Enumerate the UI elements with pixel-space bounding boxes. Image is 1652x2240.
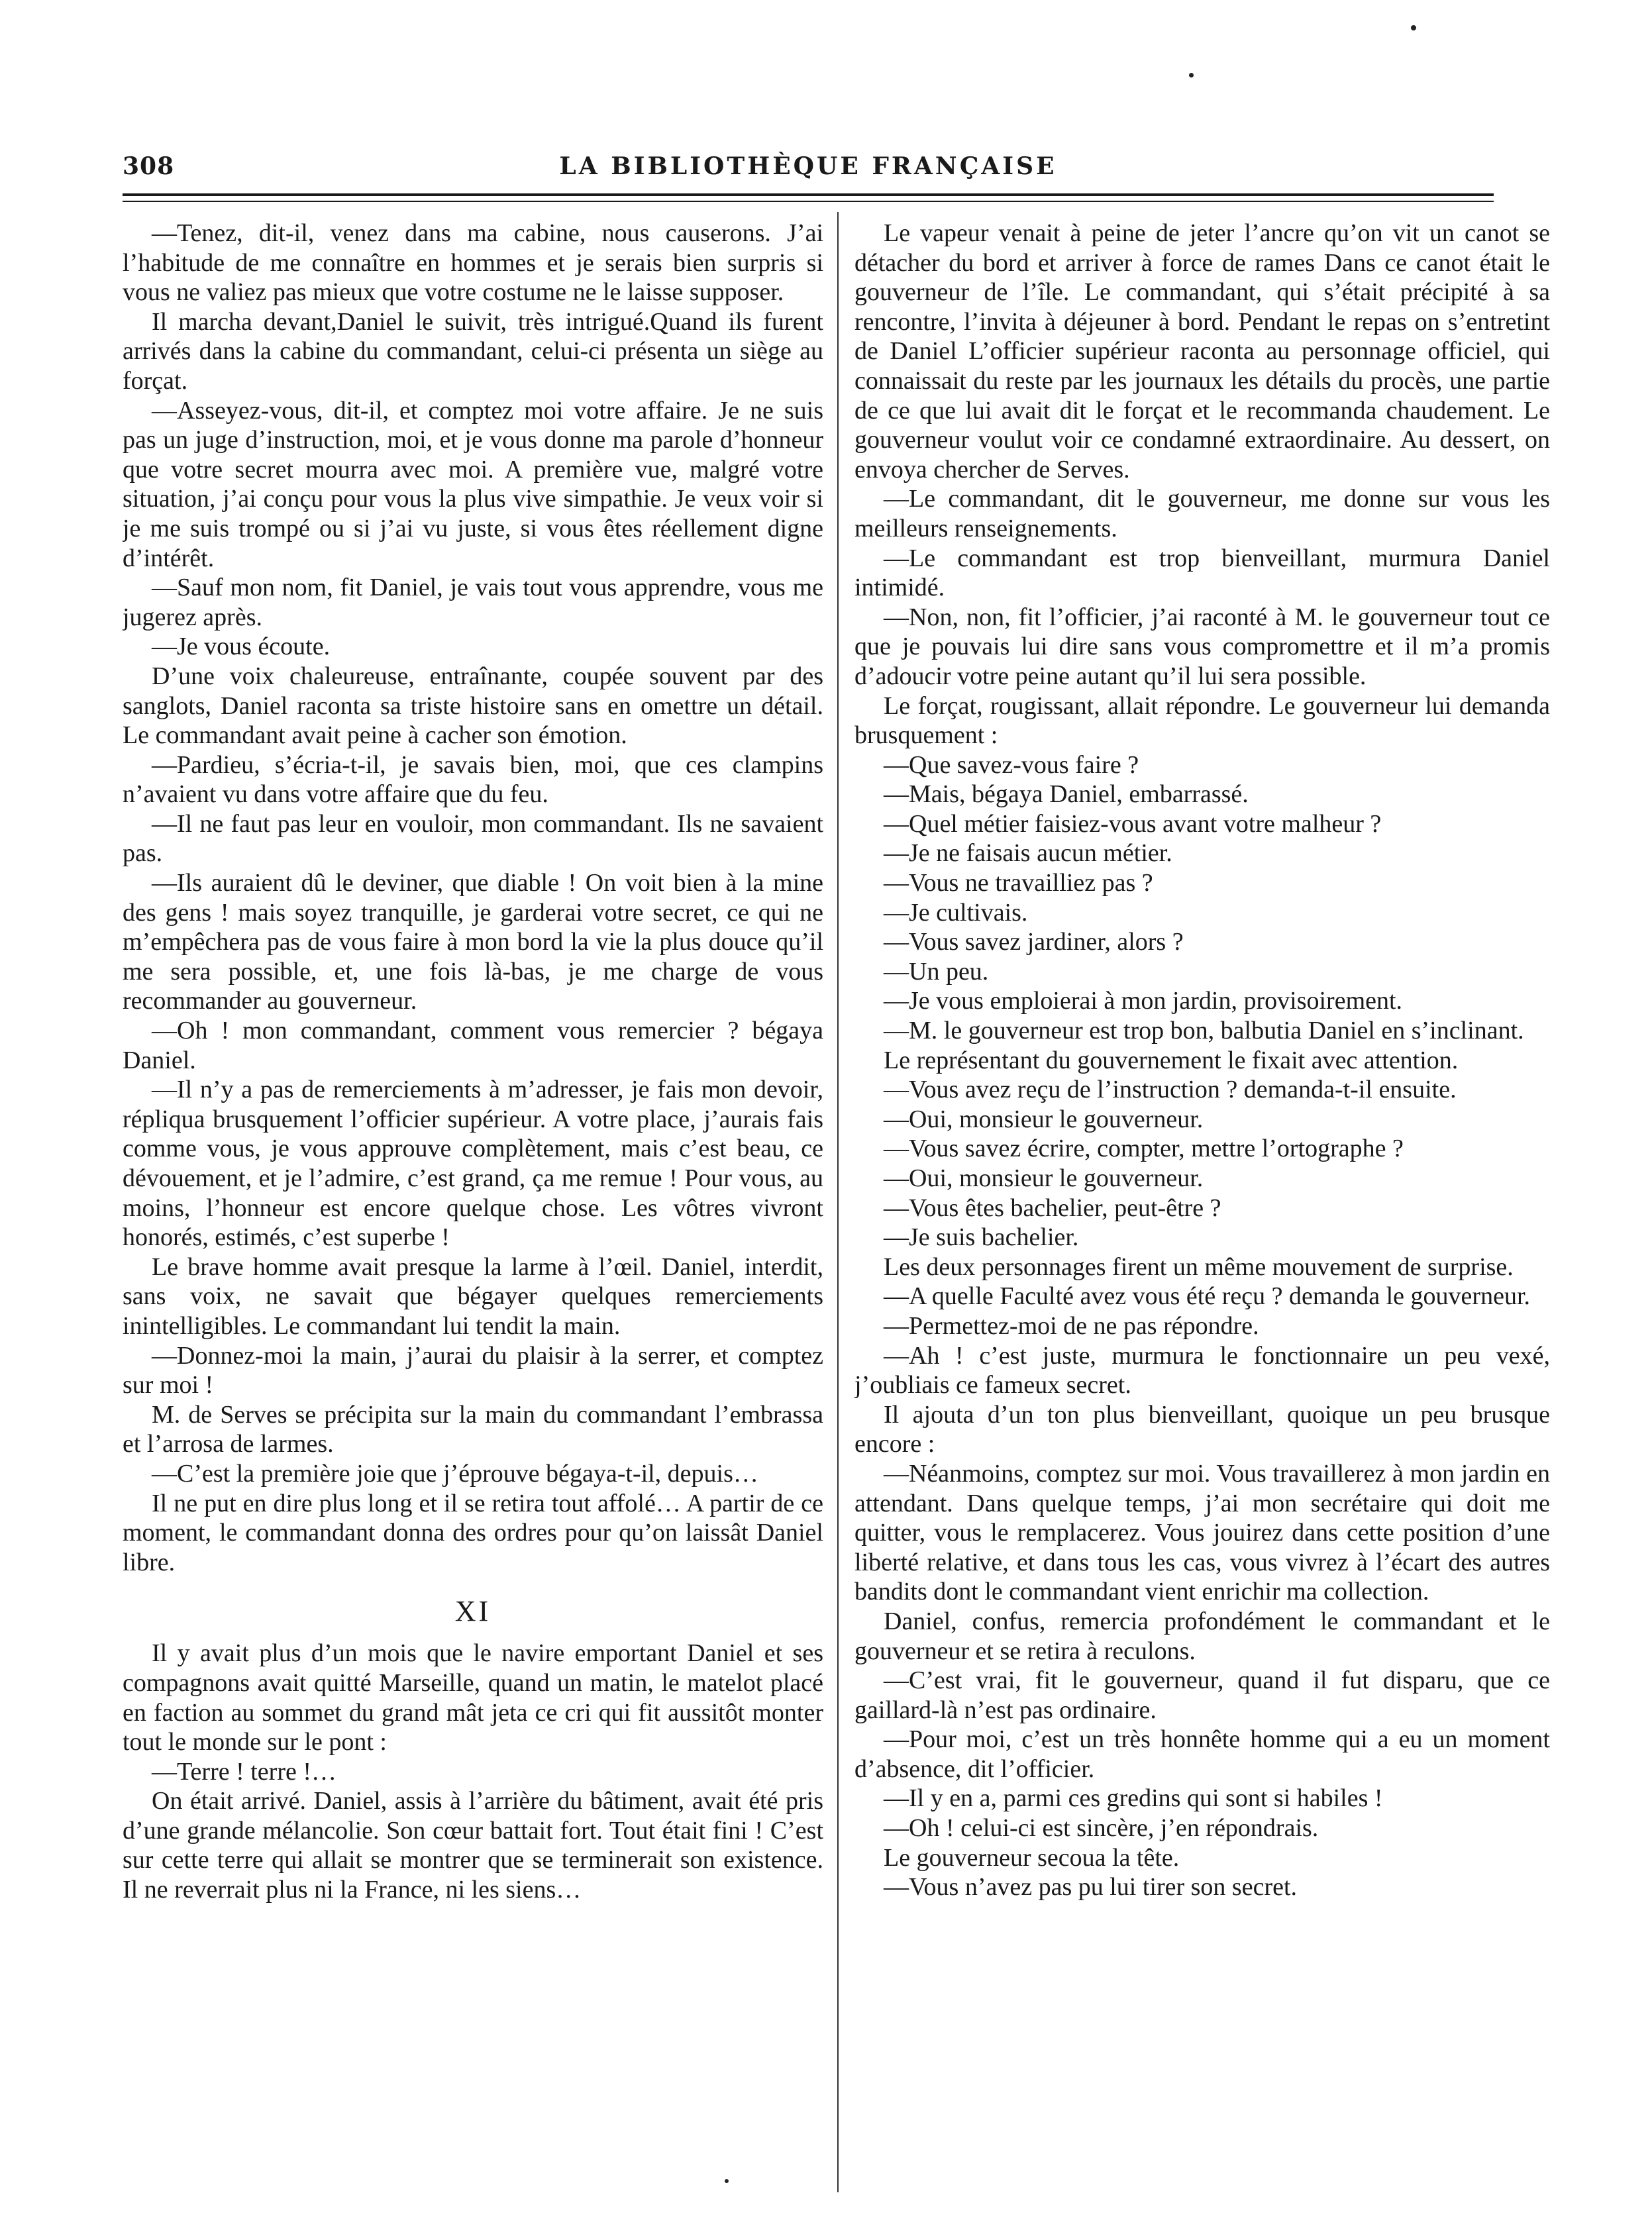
paragraph: On était arrivé. Daniel, assis à l’arrière du bâtiment, avait été pris d’une grande mélancolie. Son cœur battait fort. Tout était fini ! C’est sur cette terre qui allait se montrer que se terminerait son existence. Il ne reverrait plus ni la France, ni les siens…	[123, 1787, 823, 1904]
paragraph: —Non, non, fit l’officier, j’ai raconté à M. le gouverneur tout ce que je pouvais lui dire sans vous compromettre et il m’a promis d’adoucir votre peine autant qu’il lui sera possible.	[854, 603, 1550, 690]
paragraph: Le gouverneur secoua la tête.	[884, 1843, 1180, 1872]
chapter-heading: XI	[454, 1595, 491, 1628]
paragraph: —Il n’y a pas de remerciements à m’adresser, je fais mon devoir, répliqua brusquement l’officier supérieur. A votre place, j’aurais fais comme vous, je vous approuve complètement, mais c’est beau, ce dévouement, et je l’admire, c’est grand, ça me remue ! Pour vous, au moins, l’honneur est encore quelque chose. Les vôtres vivront honorés, estimés, c’est superbe !	[123, 1076, 823, 1252]
paragraph: —Je ne faisais aucun métier.	[884, 839, 1172, 868]
paragraph: —Pour moi, c’est un très honnête homme qui a eu un moment d’absence, dit l’officier.	[854, 1725, 1550, 1783]
paragraph: —Quel métier faisiez-vous avant votre malheur ?	[884, 809, 1382, 838]
print-speck	[1411, 25, 1416, 30]
paragraph: —Pardieu, s’écria-t-il, je savais bien, moi, que ces clampins n’avaient vu dans votre affaire que du feu.	[123, 750, 823, 809]
right-column-text	[854, 219, 1550, 1902]
paragraph: —Vous avez reçu de l’instruction ? demanda-t-il ensuite.	[884, 1076, 1457, 1104]
paragraph: Le vapeur venait à peine de jeter l’ancre qu’on vit un canot se détacher du bord et arriver à force de rames Dans ce canot était le gouverneur de l’île. Le commandant, qui s’était précipité à sa rencontre, l’invita à déjeuner à bord. Pendant le repas on s’entretint de Daniel L’officier supérieur raconta au personnage officiel, qui connaissait du reste par les journaux les détails du procès, une partie de ce que lui avait dit le forçat et le recommanda chaudement. Le gouverneur voulut voir ce condamné extraordinaire. Au dessert, on envoya chercher de Serves.	[854, 219, 1550, 484]
paragraph: Il ne put en dire plus long et il se retira tout affolé… A partir de ce moment, le commandant donna des ordres pour qu’on laissât Daniel libre.	[123, 1489, 823, 1576]
paragraph: D’une voix chaleureuse, entraînante, coupée souvent par des sanglots, Daniel raconta sa triste histoire sans en omettre un détail. Le commandant avait peine à cacher son émotion.	[123, 662, 823, 750]
paragraph: —Un peu.	[884, 957, 989, 986]
paragraph: Daniel, confus, remercia profondément le commandant et le gouverneur et se retira à reculons.	[854, 1607, 1550, 1665]
paragraph: —Vous savez écrire, compter, mettre l’ortographe ?	[884, 1135, 1404, 1163]
paragraph: —Je suis bachelier.	[884, 1223, 1079, 1252]
paragraph: Les deux personnages firent un même mouvement de surprise.	[884, 1252, 1514, 1281]
left-column-text-before-chapter	[123, 219, 823, 1577]
page-header	[123, 152, 1494, 192]
paragraph: —Vous n’avez pas pu lui tirer son secret.	[884, 1873, 1298, 1902]
header-rule-thick	[123, 193, 1494, 196]
paragraph: —Donnez-moi la main, j’aurai du plaisir à la serrer, et comptez sur moi !	[123, 1341, 823, 1400]
paragraph: —Je vous écoute.	[152, 633, 331, 661]
paragraph: —Oh ! mon commandant, comment vous remercier ? bégaya Daniel.	[123, 1017, 823, 1074]
page-number: 308	[123, 152, 175, 180]
paragraph: Le représentant du gouvernement le fixait avec attention.	[884, 1046, 1459, 1074]
print-speck	[725, 2179, 729, 2183]
paragraph: —Vous savez jardiner, alors ?	[884, 928, 1184, 956]
left-column	[123, 219, 823, 2199]
paragraph: —Il y en a, parmi ces gredins qui sont si habiles !	[884, 1784, 1383, 1813]
paragraph: —Que savez-vous faire ?	[884, 750, 1139, 779]
paragraph: —C’est vrai, fit le gouverneur, quand il fut disparu, que ce gaillard-là n’est pas ordinaire.	[854, 1666, 1550, 1724]
left-column-text-after-chapter	[123, 1639, 823, 1904]
paragraph: —Vous êtes bachelier, peut-être ?	[884, 1194, 1221, 1222]
paragraph: —Je vous emploierai à mon jardin, provisoirement.	[884, 987, 1403, 1015]
paragraph: Il y avait plus d’un mois que le navire emportant Daniel et ses compagnons avait quitté Marseille, quand un matin, le matelot placé en faction au sommet du grand mât jeta ce cri qui fit aussitôt monter tout le monde sur le pont :	[123, 1639, 823, 1756]
paragraph: —Il ne faut pas leur en vouloir, mon commandant. Ils ne savaient pas.	[123, 809, 823, 868]
paragraph: —Oh ! celui-ci est sincère, j’en répondrais.	[884, 1814, 1319, 1843]
paragraph: Il marcha devant,Daniel le suivit, très intrigué.Quand ils furent arrivés dans la cabine du commandant, celui-ci présenta un siège au forçat.	[123, 307, 823, 395]
paragraph: —Néanmoins, comptez sur moi. Vous travaillerez à mon jardin en attendant. Dans quelque temps, j’ai mon secrétaire qui doit me quitter, vous le remplacerez. Vous jouirez dans cette position d’une liberté relative, et dans tous les cas, vous vivrez à l’écart des autres bandits dont le commandant vient enrichir ma collection.	[854, 1459, 1550, 1606]
paragraph: —Mais, bégaya Daniel, embarrassé.	[884, 780, 1249, 809]
paragraph: —Ils auraient dû le deviner, que diable ! On voit bien à la mine des gens ! mais soyez tranquille, je garderai votre secret, ce qui ne m’empêchera pas de vous faire à mon bord la vie la plus douce qu’il me sera possible, et, une fois là-bas, je me charge de vous recommander au gouverneur.	[123, 869, 823, 1015]
paragraph: —Asseyez-vous, dit-il, et comptez moi votre affaire. Je ne suis pas un juge d’instruction, moi, et je vous donne ma parole d’honneur que votre secret mourra avec moi. A première vue, malgré votre situation, j’ai conçu pour vous la plus vive simpathie. Je veux voir si je me suis trompé ou si j’ai vu juste, si vous êtes réellement digne d’intérêt.	[123, 396, 823, 572]
paragraph: Le brave homme avait presque la larme à l’œil. Daniel, interdit, sans voix, ne savait que bégayer quelques remerciements inintelligibles. Le commandant lui tendit la main.	[123, 1252, 823, 1340]
paragraph: —Je cultivais.	[884, 898, 1028, 927]
paragraph: Le forçat, rougissant, allait répondre. Le gouverneur lui demanda brusquement :	[854, 691, 1550, 750]
paragraph: —Permettez-moi de ne pas répondre.	[884, 1311, 1259, 1340]
print-speck	[1189, 73, 1194, 77]
paragraph: —Ah ! c’est juste, murmura le fonctionnaire un peu vexé, j’oubliais ce fameux secret.	[854, 1341, 1550, 1400]
paragraph: —M. le gouverneur est trop bon, balbutia Daniel en s’inclinant.	[884, 1017, 1524, 1045]
paragraph: —Le commandant est trop bienveillant, murmura Daniel intimidé.	[854, 544, 1550, 602]
running-title: LA BIBLIOTHÈQUE FRANÇAISE	[559, 152, 1057, 180]
right-column	[854, 219, 1550, 2199]
paragraph: —Oui, monsieur le gouverneur.	[884, 1164, 1204, 1192]
paragraph: —C’est la première joie que j’éprouve bégaya-t-il, depuis…	[152, 1459, 758, 1488]
paragraph: —A quelle Faculté avez vous été reçu ? demanda le gouverneur.	[884, 1282, 1530, 1311]
column-divider	[837, 212, 839, 2192]
paragraph: Il ajouta d’un ton plus bienveillant, quoique un peu brusque encore :	[854, 1400, 1550, 1458]
paragraph: —Tenez, dit-il, venez dans ma cabine, nous causerons. J’ai l’habitude de me connaître en hommes et je serais bien surpris si vous ne valiez pas mieux que votre costume ne le laisse supposer.	[123, 219, 823, 307]
paragraph: —Le commandant, dit le gouverneur, me donne sur vous les meilleurs renseignements.	[854, 485, 1550, 542]
paragraph: —Oui, monsieur le gouverneur.	[884, 1105, 1204, 1133]
paragraph: M. de Serves se précipita sur la main du commandant l’embrassa et l’arrosa de larmes.	[123, 1400, 823, 1458]
paragraph: —Terre ! terre !…	[152, 1757, 337, 1786]
header-rule-thin	[123, 201, 1494, 202]
paragraph: —Vous ne travailliez pas ?	[884, 869, 1153, 897]
paragraph: —Sauf mon nom, fit Daniel, je vais tout vous apprendre, vous me jugerez après.	[123, 574, 823, 631]
